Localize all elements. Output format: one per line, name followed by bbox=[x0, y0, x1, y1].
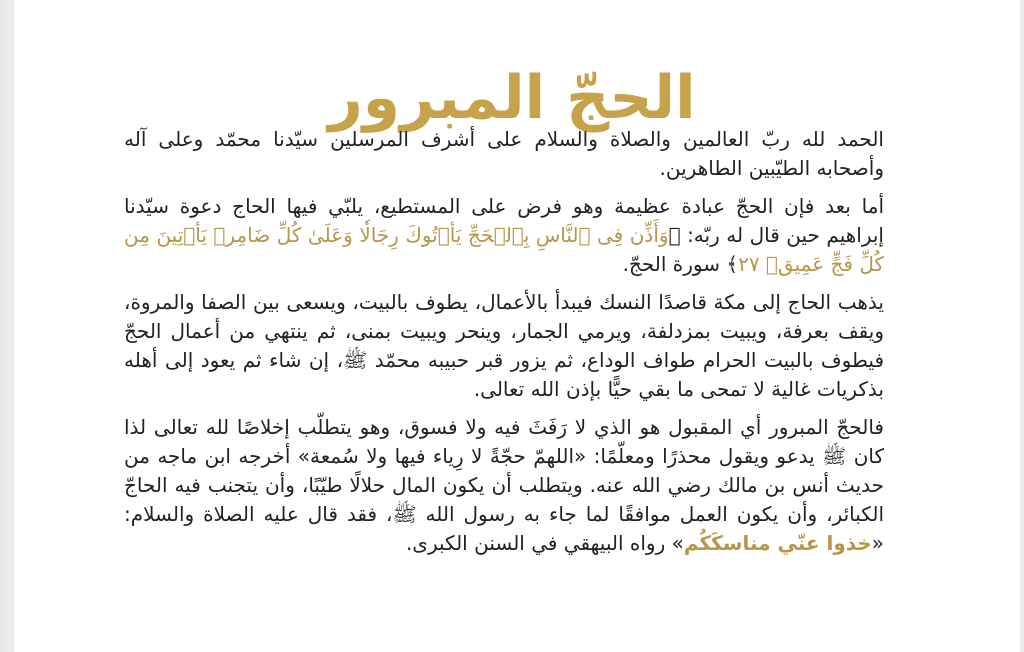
page-title: الحجّ المبرور bbox=[328, 63, 696, 134]
article-body bbox=[124, 125, 884, 567]
hadith-quote: خذوا عنّي مناسكَكُم bbox=[683, 531, 872, 555]
paragraph-text: أما بعد فإن الحجّ عبادة عظيمة وهو فرض على المستطيع، يلبّي فيها الحاج دعوة سيّدنا إبراهيم حين قال له ربّه: ﴿ bbox=[124, 194, 884, 247]
paragraph-intro: الحمد لله ربّ العالمين والصلاة والسلام على أشرف المرسلين سيّدنا محمّد وعلى آله وأصحابه الطيّبين الطاهرين. bbox=[124, 127, 884, 180]
paragraph-rituals: يذهب الحاج إلى مكة قاصدًا النسك فيبدأ بالأعمال، يطوف بالبيت، ويسعى بين الصفا والمروة، ويقف بعرفة، ويبيت بمزدلفة، ويرمي الجمار، وينحر ويبيت بمنى، ثم ينتهي من أعمال الحجّ فيطوف بالبيت الحرام طواف الوداع، ثم يزور قبر حبيبه محمّد ﷺ، إن شاء ثم يعود إلى أهله بذكريات غالية لا تمحى ما بقي حيًّا بإذن الله تعالى. bbox=[124, 290, 884, 401]
paragraph-text: فالحجّ المبرور أي المقبول هو الذي لا رَفَثَ فيه ولا فسوق، وهو يتطلّب إخلاصًا لله تعالى لذا كان ﷺ يدعو ويقول محذرًا ومعلّمًا: «اللهمّ حجّةً لا رِياء فيها ولا سُمعة» أخرجه ابن ماجه من حديث أنس بن مالك رضي الله عنه. ويتطلب أن يكون المال حلالًا طيّبًا، وأن يتجنب فيه الحاجّ الكبائر، وأن يكون العمل موافقًا لما جاء به رسول الله ﷺ، فقد قال عليه الصلاة والسلام: « bbox=[124, 415, 884, 555]
paragraph-text: ﴾ سورة الحجّ. bbox=[622, 252, 739, 276]
paragraph-quran bbox=[124, 192, 884, 279]
paragraph-text: » رواه البيهقي في السنن الكبرى. bbox=[405, 531, 684, 555]
quran-verse: وَأَذِّن فِى ٱلنَّاسِ بِٱلۡحَجِّ يَأۡتُوكَ رِجَالٗا وَعَلَىٰ كُلِّ ضَامِرٖ يَأۡتِينَ مِن كُلِّ فَجٍّ عَمِيقٖ ٢٧ bbox=[124, 223, 884, 276]
paragraph-hajj-mabrur bbox=[124, 413, 884, 558]
